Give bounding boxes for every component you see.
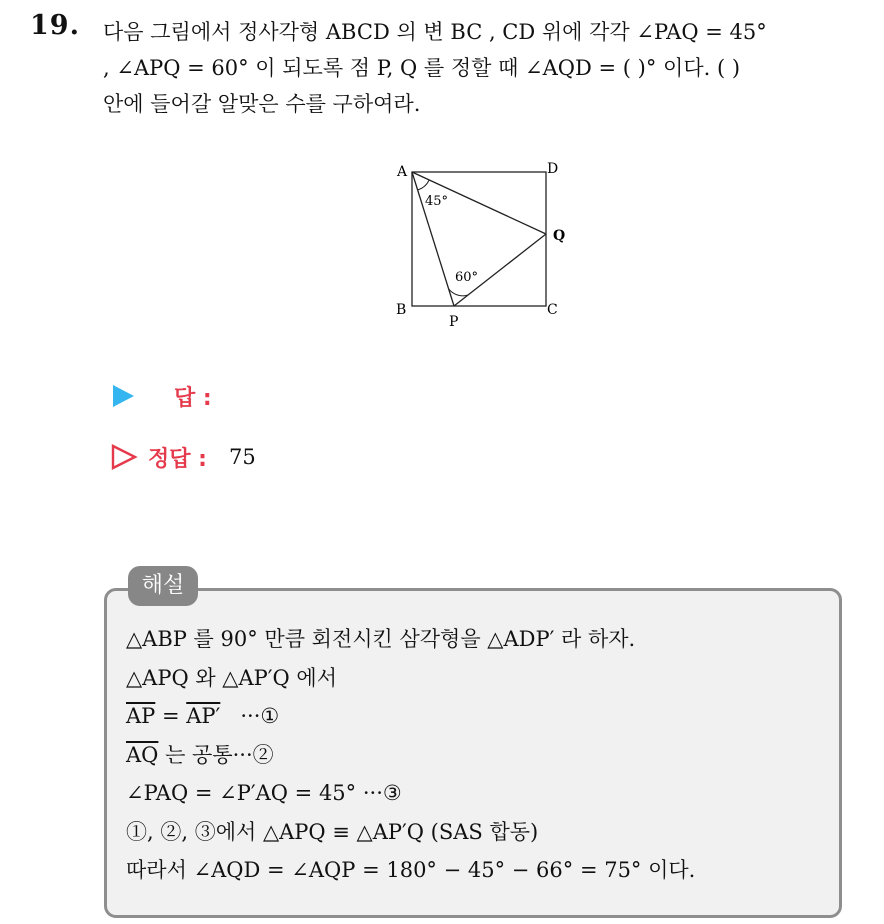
solution-line-7: 따라서 ∠AQD = ∠AQP = 180° − 45° − 66° = 75° 이다. [126,858,696,882]
answer-label: 답 : [174,385,212,411]
solution-tab: 해설 [128,566,198,606]
angle-label-paq: 45° [425,194,449,209]
marker-1: ···① [240,704,280,728]
label-a: A [397,164,408,180]
label-d: D [547,161,559,177]
segment-ap [412,172,454,306]
correct-answer-label: 정답 : [148,446,207,472]
correct-answer-value: 75 [228,445,256,469]
play-arrow-icon [110,383,136,409]
solution-line-4 [126,736,695,775]
label-p: P [449,314,459,330]
problem-number: 19. [30,10,80,41]
outline-arrow-icon [110,443,138,471]
problem-line-2: , ∠APQ = 60° 이 되도록 점 P, Q 를 정할 때 ∠AQD = ( )° 이다. ( ) [103,56,741,80]
solution-text [126,620,695,890]
angle-label-apq: 60° [455,270,479,285]
label-c: C [547,302,558,318]
problem-line-1: 다음 그림에서 정사각형 ABCD 의 변 BC , CD 위에 각각 ∠PAQ = 45° [103,20,767,44]
solution-line-5: ∠PAQ = ∠P′AQ = 45° ···③ [126,781,402,805]
segment-aq-text: $\overline{AQ}$ [126,742,159,767]
label-q: Q [553,228,566,244]
answer-row [110,378,234,414]
segment-ap-text: $\overline{AP}$ [126,704,156,728]
problem-line-3: 안에 들어갈 알맞은 수를 구하여라. [103,92,421,116]
solution-line-1: △ABP 를 90° 만큼 회전시킨 삼각형을 △ADP′ 라 하자. [126,627,636,651]
angle-arc-apq [449,289,469,296]
solution-line-2: △APQ 와 △AP′Q 에서 [126,665,337,690]
label-b: B [396,302,407,318]
square-figure-svg [385,152,585,337]
square-figure [385,152,585,337]
problem-statement [103,14,873,122]
correct-answer-row [110,438,256,476]
common-text: 는 공통···② [165,742,274,767]
solution-line-3: $\overline{AP} = AP'$ ···① [126,704,280,728]
angle-arc-paq [418,180,430,190]
solution-line-6: ①, ②, ③에서 △APQ ≡ △AP′Q (SAS 합동) [126,819,539,844]
segment-ap-prime-text: AP′ [186,704,221,728]
